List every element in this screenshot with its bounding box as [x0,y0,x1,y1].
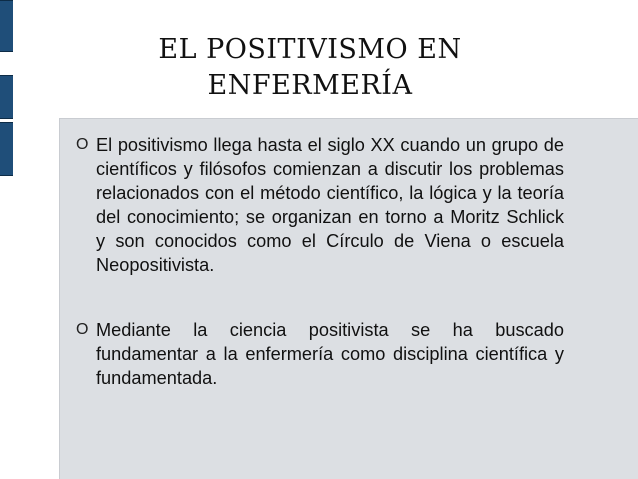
bullet-item [76,133,564,277]
bullet-text: El positivismo llega hasta el siglo XX cuando un grupo de científicos y filósofos comienzan a discutir los problemas relacionados con el método científico, la lógica y la teoría del conocimiento; se organizan en torno a Moritz Schlick y son conocidos como el Círculo de Viena o escuela Neopositivista. [96,135,564,275]
slide-title [60,32,560,104]
slide-title-line-2: ENFERMERÍA [207,70,413,101]
bullet-marker-icon: O [76,136,89,153]
bullet-item [76,318,564,390]
edge-decoration-bar [0,75,13,119]
slide-title-line-1: EL POSITIVISMO EN [158,34,462,65]
edge-decoration-bar [0,0,13,52]
bullet-marker-icon: O [76,321,89,338]
bullet-text: Mediante la ciencia positivista se ha buscado fundamentar a la enfermería como disciplina científica y fundamentada. [96,320,564,388]
edge-decoration-bar [0,122,13,176]
